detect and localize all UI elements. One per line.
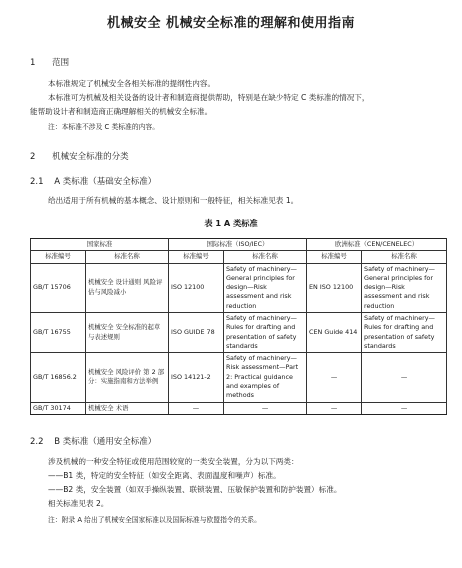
table-1 [30,238,447,415]
table-row [31,402,447,414]
section-1-paragraph-2-line-2: 能帮助设计者和制造商正确理解相关的机械安全标准。 [30,107,213,116]
en-name-cell: — [362,402,447,414]
section-2-number: 2 [30,152,36,162]
section-2-1-title: A 类标准（基础安全标准） [54,177,157,187]
section-2-2-title: B 类标准（通用安全标准） [54,437,157,447]
col-header-en-name: 标准名称 [362,251,447,263]
section-2-heading [30,150,129,162]
iso-name-cell: Safety of machinery—Risk assessment—Part 2: Practical guidance and examples of methods [224,353,307,402]
section-2-2-paragraph: 涉及机械的一种安全特征或使用范围较宽的一类安全装置，分为以下两类： [48,457,299,466]
table-row [31,312,447,352]
section-2-2-note: 注：附录 A 给出了机械安全国家标准以及国际标准与欧盟指令的关系。 [48,516,261,524]
section-2-1-paragraph: 给出适用于所有机械的基本概念、设计原则和一般特征，相关标准见表 1。 [48,196,299,205]
col-header-gb-name: 标准名称 [86,251,169,263]
section-2-title: 机械安全标准的分类 [52,152,129,162]
table-row [31,263,447,312]
gb-number-cell: GB/T 30174 [31,402,86,414]
section-2-1-number: 2.1 [30,177,44,187]
iso-number-cell: ISO GUIDE 78 [169,312,224,352]
table-1-caption: 表 1 A 类标准 [204,218,258,228]
section-1-note: 注：本标准不涉及 C 类标准的内容。 [48,123,160,131]
section-1-number: 1 [30,58,36,68]
b1-list-item: ——B1 类，特定的安全特征（如安全距离、表面温度和噪声）标准。 [48,471,281,480]
section-1-paragraph-2-line-1: 本标准可为机械及相关设备的设计者和制造商提供帮助，特别是在缺少特定 C 类标准的情况下， [48,93,370,102]
section-2-2-reference: 相关标准见表 2。 [48,499,109,508]
en-name-cell: Safety of machinery—Rules for drafting and presentation of safety standards [362,312,447,352]
table-row [31,353,447,402]
en-name-cell: Safety of machinery—General principles for design—Risk assessment and risk reduction [362,263,447,312]
iso-number-cell: ISO 12100 [169,263,224,312]
en-number-cell: — [307,353,362,402]
iso-name-cell: Safety of machinery—Rules for drafting and presentation of safety standards [224,312,307,352]
iso-name-cell: — [224,402,307,414]
section-1-paragraph-1: 本标准规定了机械安全各相关标准的提纲性内容。 [48,79,216,88]
section-2-2-heading [30,435,156,447]
iso-name-cell: Safety of machinery—General principles for design—Risk assessment and risk reduction [224,263,307,312]
group-header-international: 国际标准（ISO/IEC） [169,239,307,251]
iso-number-cell: ISO 14121-2 [169,353,224,402]
col-header-en-no: 标准编号 [307,251,362,263]
col-header-gb-no: 标准编号 [31,251,86,263]
gb-name-cell: 机械安全 安全标准的起草与表述规则 [86,312,169,352]
document-title: 机械安全 机械安全标准的理解和使用指南 [106,16,356,31]
iso-number-cell: — [169,402,224,414]
group-header-national: 国家标准 [31,239,169,251]
en-number-cell: EN ISO 12100 [307,263,362,312]
gb-name-cell: 机械安全 风险评价 第 2 部分：实施指南和方法举例 [86,353,169,402]
section-1-heading [30,56,69,68]
section-2-2-number: 2.2 [30,437,44,447]
gb-number-cell: GB/T 16856.2 [31,353,86,402]
b2-list-item: ——B2 类，安全装置（如双手操纵装置、联锁装置、压敏保护装置和防护装置）标准。 [48,485,342,494]
en-number-cell: — [307,402,362,414]
gb-name-cell: 机械安全 设计通则 风险评估与风险减小 [86,263,169,312]
en-number-cell: CEN Guide 414 [307,312,362,352]
gb-name-cell: 机械安全 术语 [86,402,169,414]
gb-number-cell: GB/T 16755 [31,312,86,352]
gb-number-cell: GB/T 15706 [31,263,86,312]
col-header-iso-no: 标准编号 [169,251,224,263]
section-2-1-heading [30,175,156,187]
section-1-title: 范围 [52,58,70,68]
col-header-iso-name: 标准名称 [224,251,307,263]
en-name-cell: — [362,353,447,402]
group-header-european: 欧洲标准（CEN/CENELEC） [307,239,447,251]
